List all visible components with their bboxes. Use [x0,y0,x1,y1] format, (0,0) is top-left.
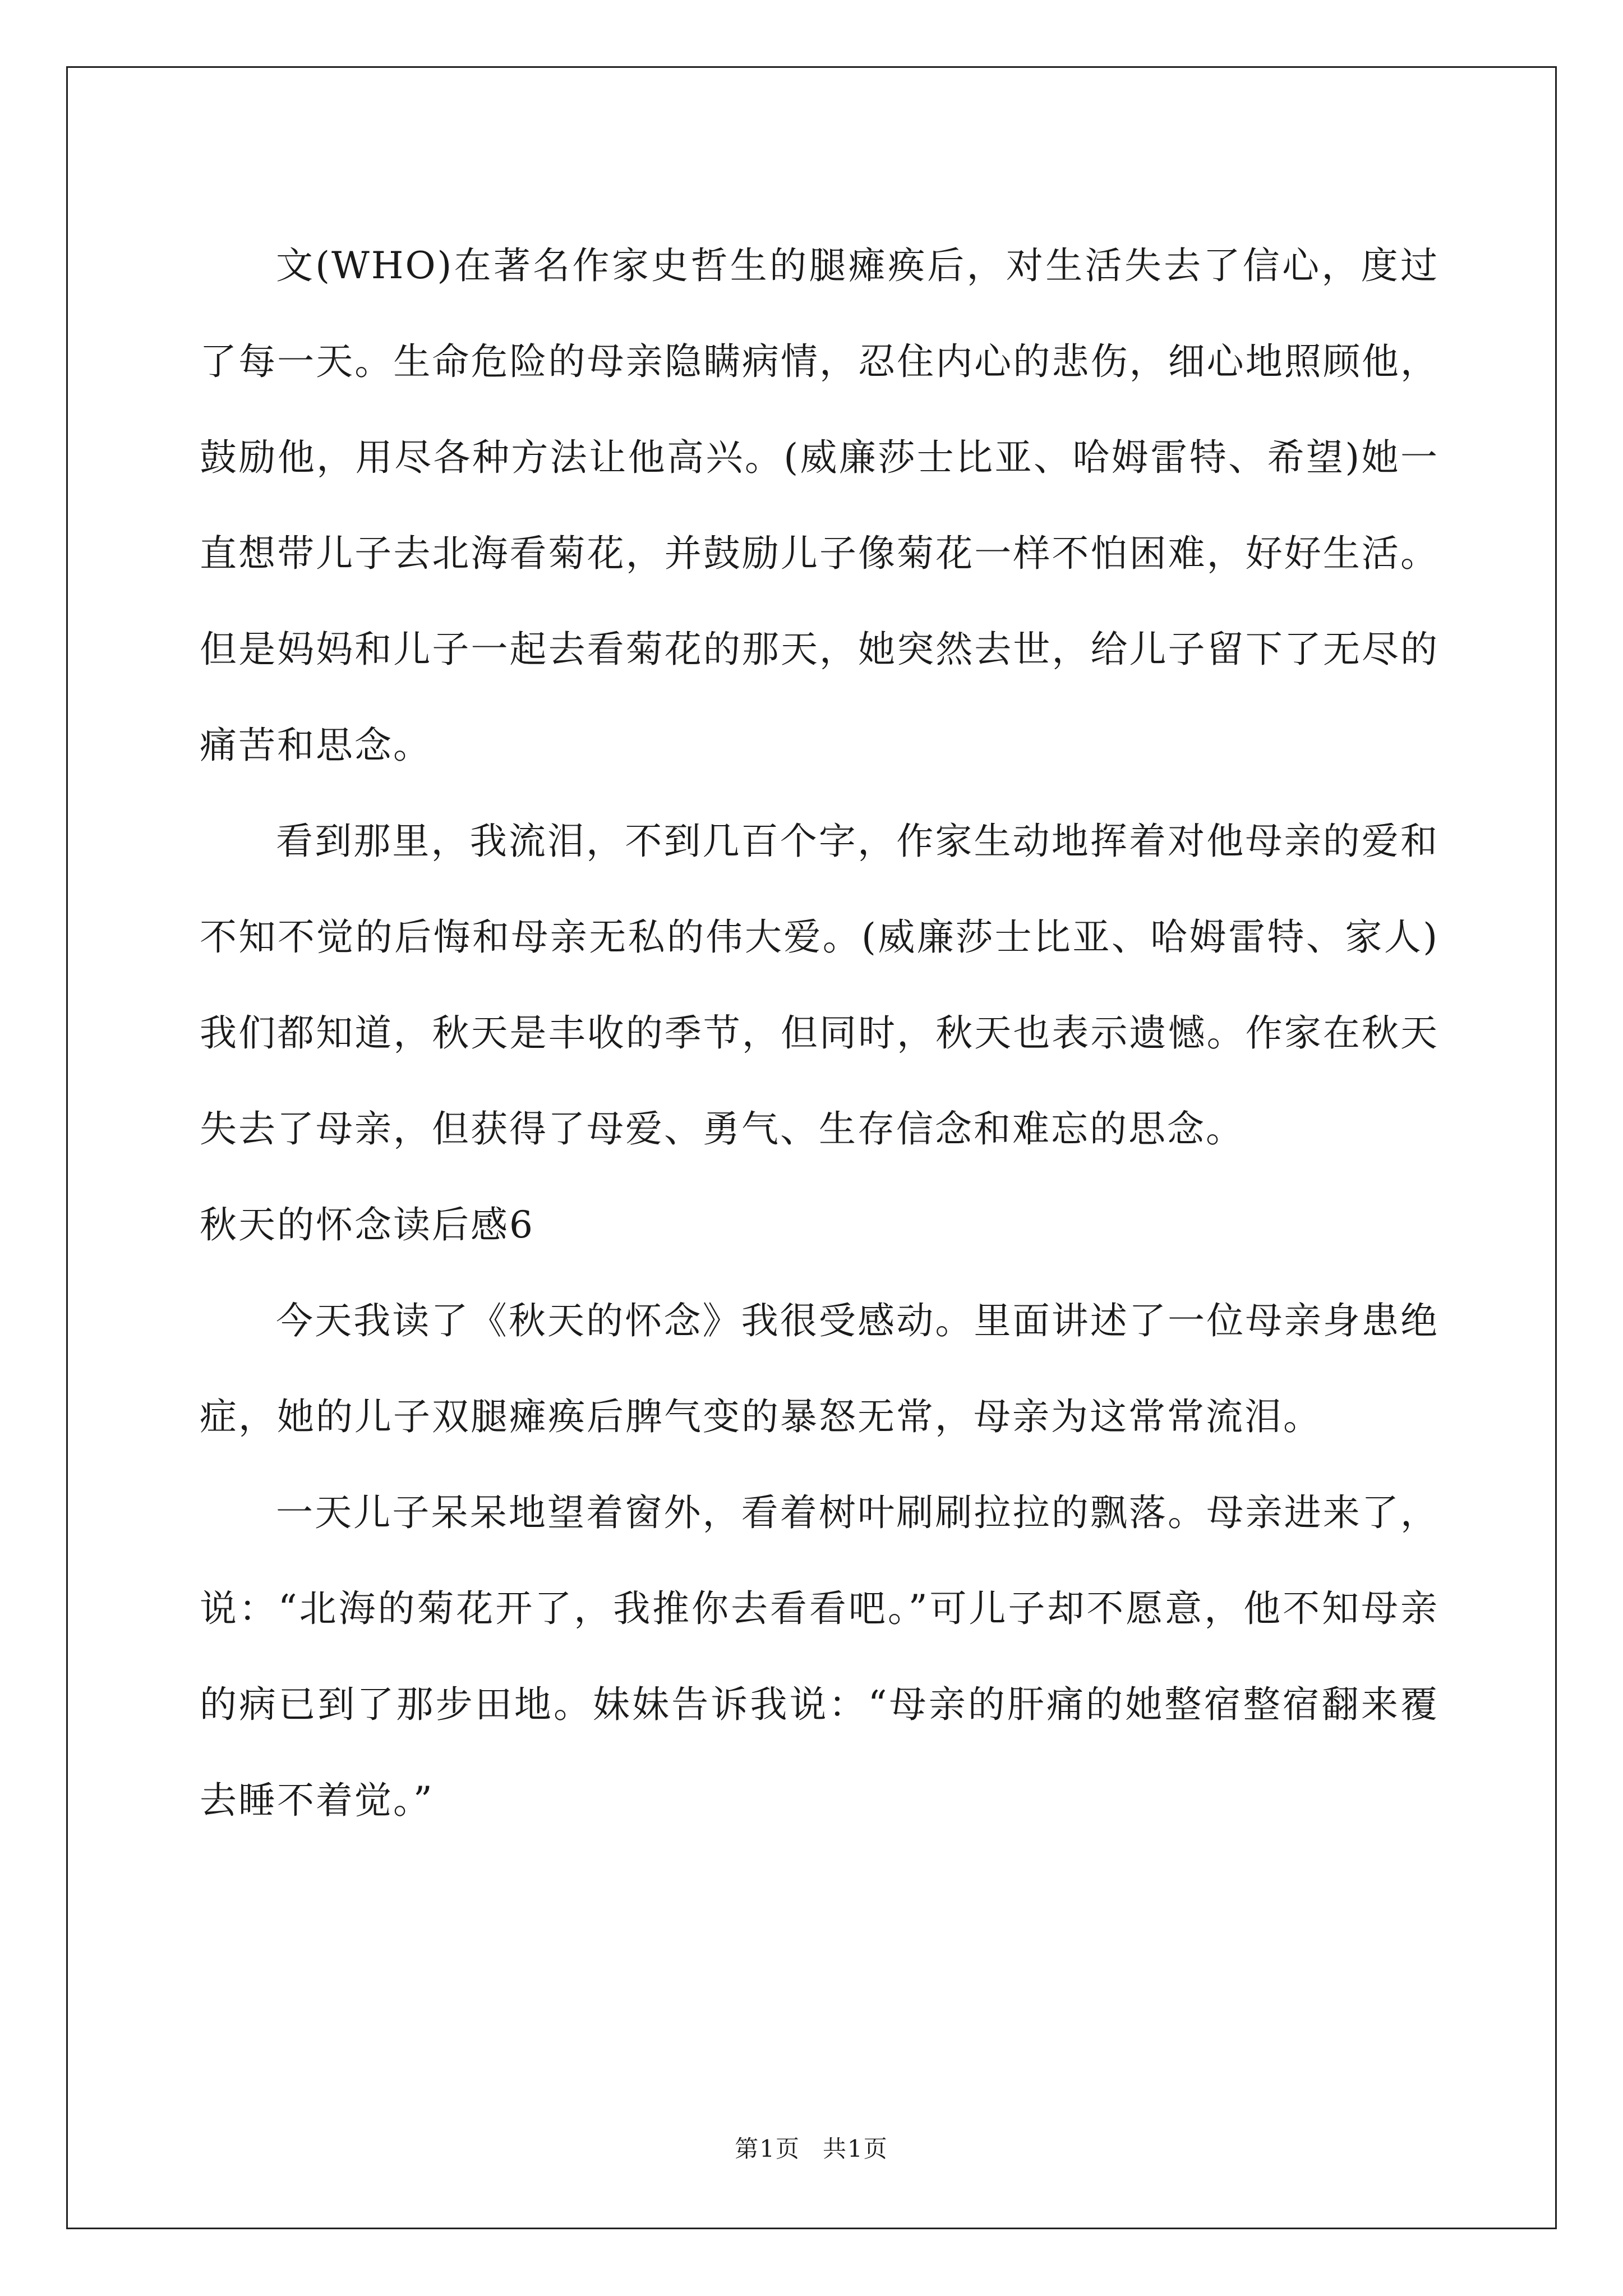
paragraph-2: 看到那里，我流泪，不到几百个字，作家生动地挥着对他母亲的爱和不知不觉的后悔和母亲无私的伟大爱。(威廉莎士比亚、哈姆雷特、家人)我们都知道，秋天是丰收的季节，但同时，秋天也表示遗憾。作家在秋天失去了母亲，但获得了母爱、勇气、生存信念和难忘的思念。 [200,820,1439,1151]
paragraph-1: 文(WHO)在著名作家史哲生的腿瘫痪后，对生活失去了信心，度过了每一天。生命危险的母亲隐瞒病情，忍住内心的悲伤，细心地照顾他，鼓励他，用尽各种方法让他高兴。(威廉莎士比亚、哈姆雷特、希望)她一直想带儿子去北海看菊花，并鼓励儿子像菊花一样不怕困难，好好生活。但是妈妈和儿子一起去看菊花的那天，她突然去世，给儿子留下了无尽的痛苦和思念。 [200,244,1439,767]
page-footer [0,2131,1623,2164]
page-number: 第1页 [735,2135,800,2162]
page-total: 共1页 [823,2135,888,2162]
document-body [200,218,1439,1848]
paragraph-3: 今天我读了《秋天的怀念》我很受感动。里面讲述了一位母亲身患绝症，她的儿子双腿瘫痪后脾气变的暴怒无常，母亲为这常常流泪。 [200,1299,1439,1438]
paragraph-4: 一天儿子呆呆地望着窗外，看着树叶刷刷拉拉的飘落。母亲进来了，说：“北海的菊花开了，我推你去看看吧。”可儿子却不愿意，他不知母亲的病已到了那步田地。妹妹告诉我说：“母亲的肝痛的她整宿整宿翻来覆去睡不着觉。” [200,1491,1439,1822]
section-title: 秋天的怀念读后感6 [200,1203,534,1246]
